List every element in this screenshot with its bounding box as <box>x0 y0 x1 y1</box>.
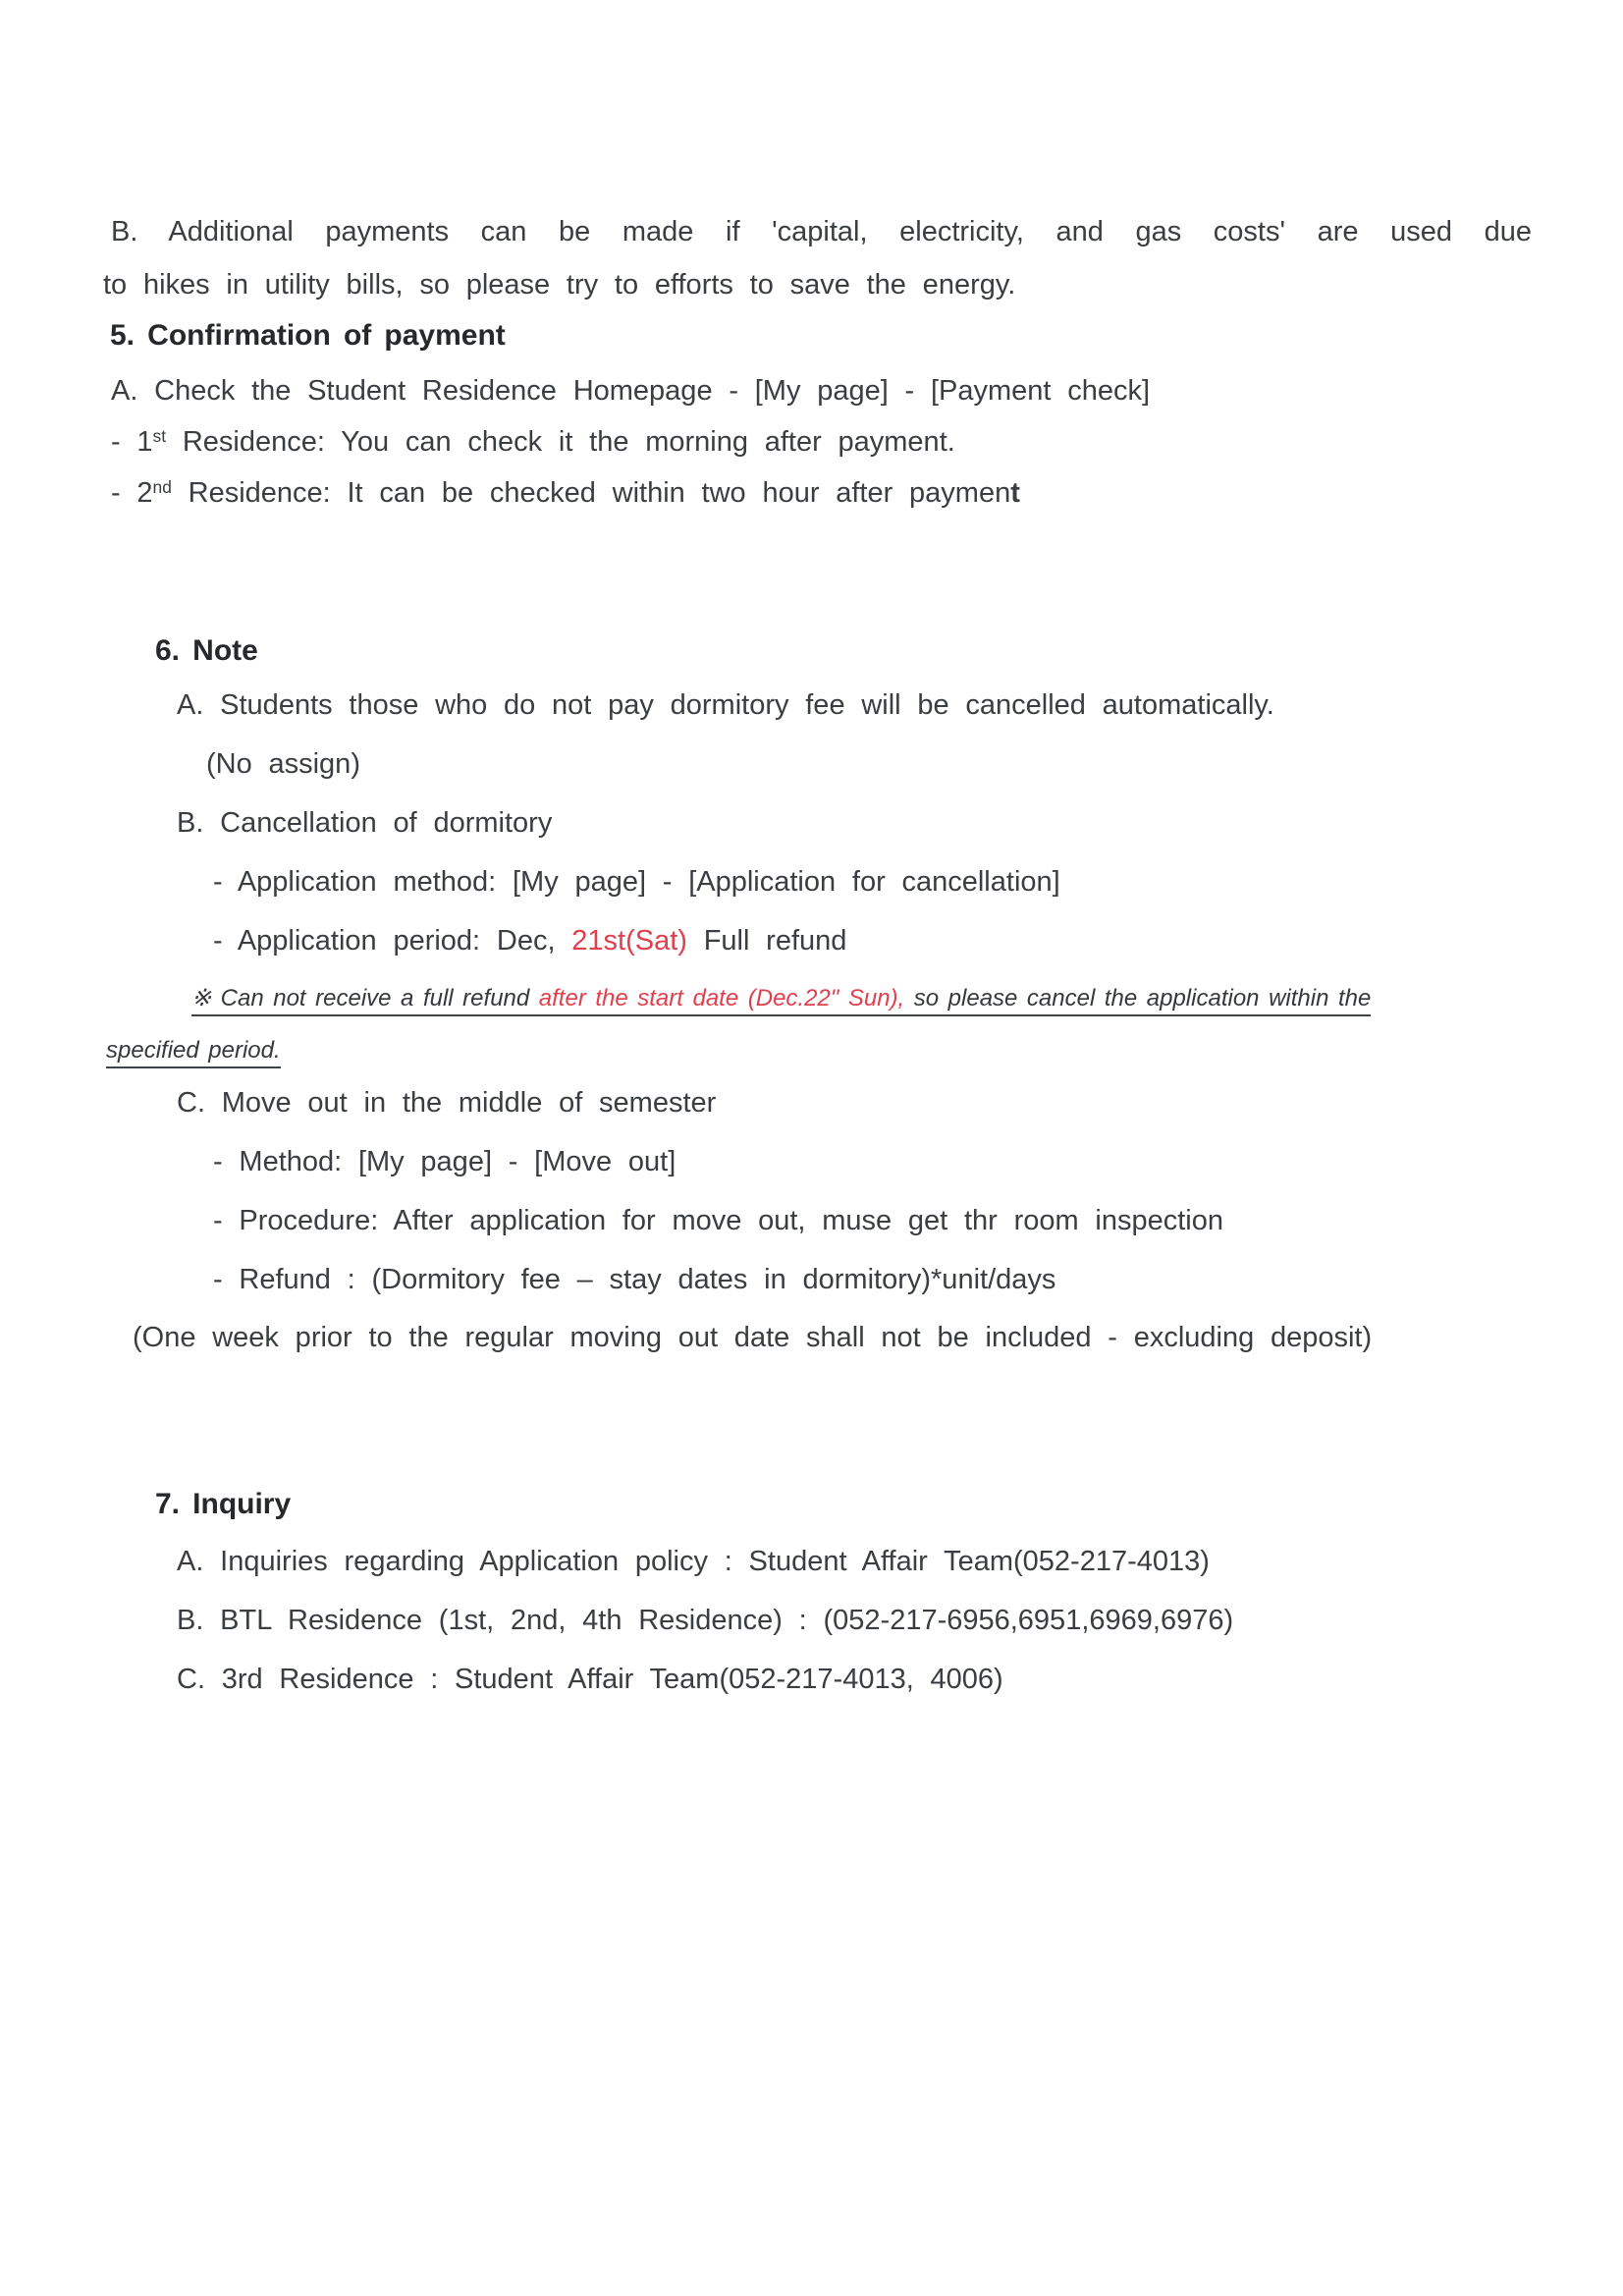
item-6a-students-cancelled <box>177 687 1274 723</box>
item-5-2nd-residence-seg-3: t <box>1010 477 1020 509</box>
item-6b-application-period-seg-0: - Application period: Dec, <box>213 925 572 957</box>
item-7b-btl-residence <box>177 1603 1233 1638</box>
item-7b-btl-residence-text <box>177 1605 1233 1636</box>
item-6b-application-period <box>213 923 846 958</box>
item-5-2nd-residence-seg-0: - 2 <box>111 477 153 509</box>
item-6c-move-out-text <box>177 1087 716 1119</box>
item-6c-procedure <box>213 1203 1223 1238</box>
note-refund-line1-seg-1-red: after the start date (Dec.22" Sun), <box>538 985 905 1011</box>
item-6c-refund-seg-0: - Refund : (Dormitory fee – stay dates in dormitory)*unit/days <box>213 1264 1056 1295</box>
item-6c-refund <box>213 1262 1055 1297</box>
note-refund-line1-seg-0: ※ Can not receive a full refund <box>191 985 539 1011</box>
item-6c-one-week <box>133 1320 1372 1355</box>
item-6c-procedure-text <box>213 1205 1223 1236</box>
para-b-line2 <box>103 267 1015 302</box>
item-6c-move-out-seg-0: C. Move out in the middle of semester <box>177 1087 717 1119</box>
note-refund-line1-seg-2: so please cancel the application within the <box>904 985 1372 1011</box>
heading-7-inquiry <box>155 1486 291 1523</box>
item-6a-no-assign <box>206 746 360 782</box>
item-6b-application-method-text <box>213 866 1060 898</box>
heading-7-inquiry-text <box>155 1488 291 1520</box>
item-7a-application-policy-text <box>177 1546 1210 1577</box>
item-5-1st-residence-text <box>111 426 955 458</box>
item-6b-application-method-seg-0: - Application method: [My page] - [Application for cancellation] <box>213 866 1060 898</box>
note-refund-line2 <box>106 1036 281 1066</box>
note-refund-line2-text <box>106 1037 281 1068</box>
item-6b-cancellation <box>177 805 552 841</box>
item-6b-cancellation-seg-0: B. Cancellation of dormitory <box>177 807 553 839</box>
item-5-2nd-residence <box>111 475 1020 511</box>
item-6b-application-period-text <box>213 925 846 957</box>
item-7c-3rd-residence-text <box>177 1664 1003 1695</box>
item-6b-application-period-seg-1-red: 21st(Sat) <box>571 925 687 957</box>
item-6c-one-week-text <box>133 1322 1372 1353</box>
item-7c-3rd-residence-seg-0: C. 3rd Residence : Student Affair Team(052-217-4013, 4006) <box>177 1664 1003 1695</box>
item-6b-application-method <box>213 864 1060 900</box>
note-refund-line1 <box>191 984 1371 1013</box>
note-refund-line1-text <box>191 985 1371 1016</box>
item-5-2nd-residence-text <box>111 477 1020 509</box>
heading-6-note-text <box>155 634 258 667</box>
item-5-1st-residence-seg-1: st <box>152 425 167 446</box>
item-7c-3rd-residence <box>177 1662 1003 1697</box>
item-6b-cancellation-text <box>177 807 552 839</box>
note-refund-line2-seg-0: specified period. <box>106 1037 281 1064</box>
item-5-1st-residence <box>111 424 955 460</box>
item-5a-check-homepage-text <box>111 375 1150 407</box>
item-5-2nd-residence-seg-2: Residence: It can be checked within two hour after paymen <box>171 477 1011 509</box>
item-5a-check-homepage <box>111 373 1150 409</box>
item-6c-method-seg-0: - Method: [My page] - [Move out] <box>213 1146 676 1177</box>
item-7b-btl-residence-seg-0: B. BTL Residence (1st, 2nd, 4th Residence) : (052-217-6956,6951,6969,6976) <box>177 1605 1234 1636</box>
item-7a-application-policy-seg-0: A. Inquiries regarding Application policy : Student Affair Team(052-217-4013) <box>177 1546 1210 1577</box>
item-5-1st-residence-seg-0: - 1 <box>111 426 153 458</box>
heading-7-inquiry-seg-0: 7. Inquiry <box>155 1488 292 1520</box>
para-b-line1 <box>111 214 1532 249</box>
heading-6-note-seg-0: 6. Note <box>155 634 258 667</box>
item-6b-application-period-seg-2: Full refund <box>686 925 847 957</box>
item-6c-method <box>213 1144 676 1179</box>
heading-5-confirmation-of-payment-text <box>110 319 506 352</box>
heading-5-confirmation-of-payment <box>110 317 506 355</box>
para-b-line1-text <box>111 216 1532 247</box>
item-6c-refund-text <box>213 1264 1055 1295</box>
item-5-1st-residence-seg-2: Residence: You can check it the morning after payment. <box>166 426 955 458</box>
item-6c-move-out <box>177 1085 716 1121</box>
item-6c-procedure-seg-0: - Procedure: After application for move out, muse get thr room inspection <box>213 1205 1223 1236</box>
item-5a-check-homepage-seg-0: A. Check the Student Residence Homepage - [My page] - [Payment check] <box>111 375 1151 407</box>
item-6a-no-assign-seg-0: (No assign) <box>206 748 360 780</box>
item-7a-application-policy <box>177 1544 1210 1579</box>
item-6c-one-week-seg-0: (One week prior to the regular moving out date shall not be included - excluding deposit) <box>133 1322 1373 1353</box>
para-b-line2-seg-0: to hikes in utility bills, so please try to efforts to save the energy. <box>103 269 1016 301</box>
heading-5-confirmation-of-payment-seg-0: 5. Confirmation of payment <box>110 319 506 352</box>
para-b-line1-seg-0: B. Additional payments can be made if 'capital, electricity, and gas costs' are used due <box>111 216 1532 247</box>
item-6a-no-assign-text <box>206 748 360 780</box>
item-6a-students-cancelled-seg-0: A. Students those who do not pay dormitory fee will be cancelled automatically. <box>177 689 1274 721</box>
para-b-line2-text <box>103 269 1015 301</box>
item-5-2nd-residence-seg-1: nd <box>152 476 172 497</box>
heading-6-note <box>155 632 258 670</box>
item-6c-method-text <box>213 1146 676 1177</box>
item-6a-students-cancelled-text <box>177 689 1274 721</box>
